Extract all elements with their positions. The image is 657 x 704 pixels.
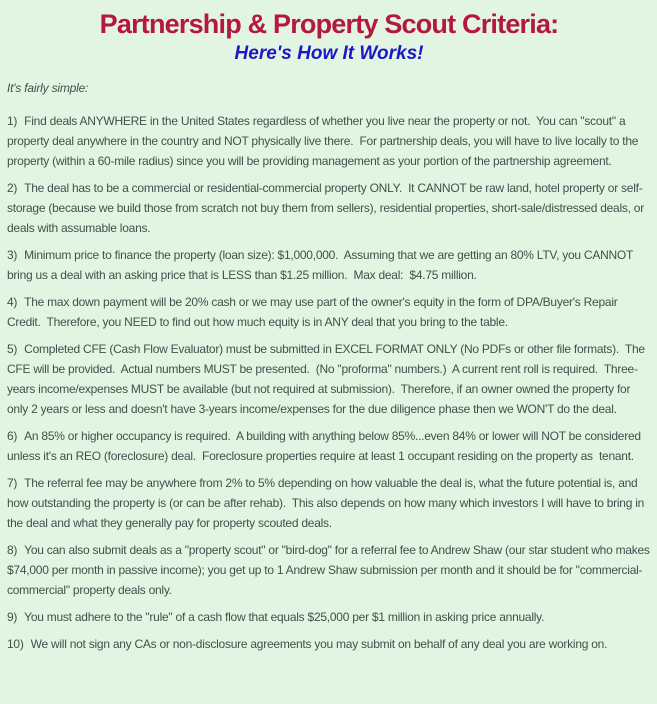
criteria-item-number: 9) bbox=[7, 610, 18, 624]
criteria-item-text: Completed CFE (Cash Flow Evaluator) must be submitted in EXCEL FORMAT ONLY (No PDFs or other file formats). The CFE will be provided. Actual numbers MUST be presented. (No "proforma" numbers.) A current rent roll is required. Three-years income/expenses MUST be available (but not required at submission). Therefore, if an owner owned the property for only 2 years or less and doesn't have 3-years income/expenses for the due diligence phase then we WON'T do the deal. bbox=[7, 342, 648, 416]
criteria-item-number: 8) bbox=[7, 543, 18, 557]
criteria-item-text: The deal has to be a commercial or residential-commercial property ONLY. It CANNOT be raw land, hotel property or self-storage (because we build those from scratch not buy them from sellers), residential properties, short-sale/distressed deals, or deals with assumable loans. bbox=[7, 181, 648, 235]
page-subtitle: Here's How It Works! bbox=[234, 43, 424, 64]
criteria-item-9 bbox=[7, 607, 651, 627]
criteria-item-4 bbox=[7, 292, 651, 332]
criteria-item-7 bbox=[7, 473, 651, 533]
criteria-item-number: 1) bbox=[7, 114, 18, 128]
criteria-item-text: Minimum price to finance the property (loan size): $1,000,000. Assuming that we are getting an 80% LTV, you CANNOT bring us a deal with an asking price that is LESS than $1.25 million. Max deal: $4.75 million. bbox=[7, 248, 636, 282]
intro-text: It's fairly simple: bbox=[7, 81, 89, 95]
criteria-item-8 bbox=[7, 540, 651, 600]
criteria-item-2 bbox=[7, 178, 651, 238]
criteria-item-number: 4) bbox=[7, 295, 18, 309]
criteria-item-3 bbox=[7, 245, 651, 285]
criteria-item-text: The referral fee may be anywhere from 2% to 5% depending on how valuable the deal is, what the future potential is, and how outstanding the property is (or can be after rehab). This also depends on how many which investors I will have to bring in the deal and what they generally pay for property scouted deals. bbox=[7, 476, 648, 530]
criteria-item-number: 10) bbox=[7, 637, 24, 651]
criteria-item-number: 5) bbox=[7, 342, 18, 356]
page-title: Partnership & Property Scout Criteria: bbox=[99, 9, 559, 39]
criteria-item-10 bbox=[7, 634, 651, 654]
criteria-item-1 bbox=[7, 111, 651, 171]
criteria-list bbox=[7, 111, 651, 654]
criteria-item-text: An 85% or higher occupancy is required. A building with anything below 85%...even 84% or lower will NOT be considered unless it's an REO (foreclosure) deal. Foreclosure properties require at least 1 occupant residing on the property as tenant. bbox=[7, 429, 644, 463]
criteria-item-number: 2) bbox=[7, 181, 18, 195]
criteria-item-text: The max down payment will be 20% cash or we may use part of the owner's equity in the form of DPA/Buyer's Repair Credit. Therefore, you NEED to find out how much equity is in ANY deal that you bring to the table. bbox=[7, 295, 621, 329]
criteria-item-text: You must adhere to the "rule" of a cash flow that equals $25,000 per $1 million in asking price annually. bbox=[24, 610, 545, 624]
criteria-item-number: 6) bbox=[7, 429, 18, 443]
criteria-item-number: 7) bbox=[7, 476, 18, 490]
criteria-item-text: Find deals ANYWHERE in the United States regardless of whether you live near the property or not. You can "scout" a property deal anywhere in the country and NOT physically live there. For partnership deals, you will have to live locally to the property (within a 60-mile radius) since you will be providing management as your portion of the partnership agreement. bbox=[7, 114, 642, 168]
criteria-item-6 bbox=[7, 426, 651, 466]
criteria-item-text: We will not sign any CAs or non-disclosure agreements you may submit on behalf of any deal you are working on. bbox=[30, 637, 608, 651]
criteria-item-number: 3) bbox=[7, 248, 18, 262]
criteria-item-5 bbox=[7, 339, 651, 419]
criteria-item-text: You can also submit deals as a "property scout" or "bird-dog" for a referral fee to Andrew Shaw (our star student who makes $74,000 per month in passive income); you get up to 1 Andrew Shaw submission per month and it should be for "commercial-commercial" property deals only. bbox=[7, 543, 653, 597]
